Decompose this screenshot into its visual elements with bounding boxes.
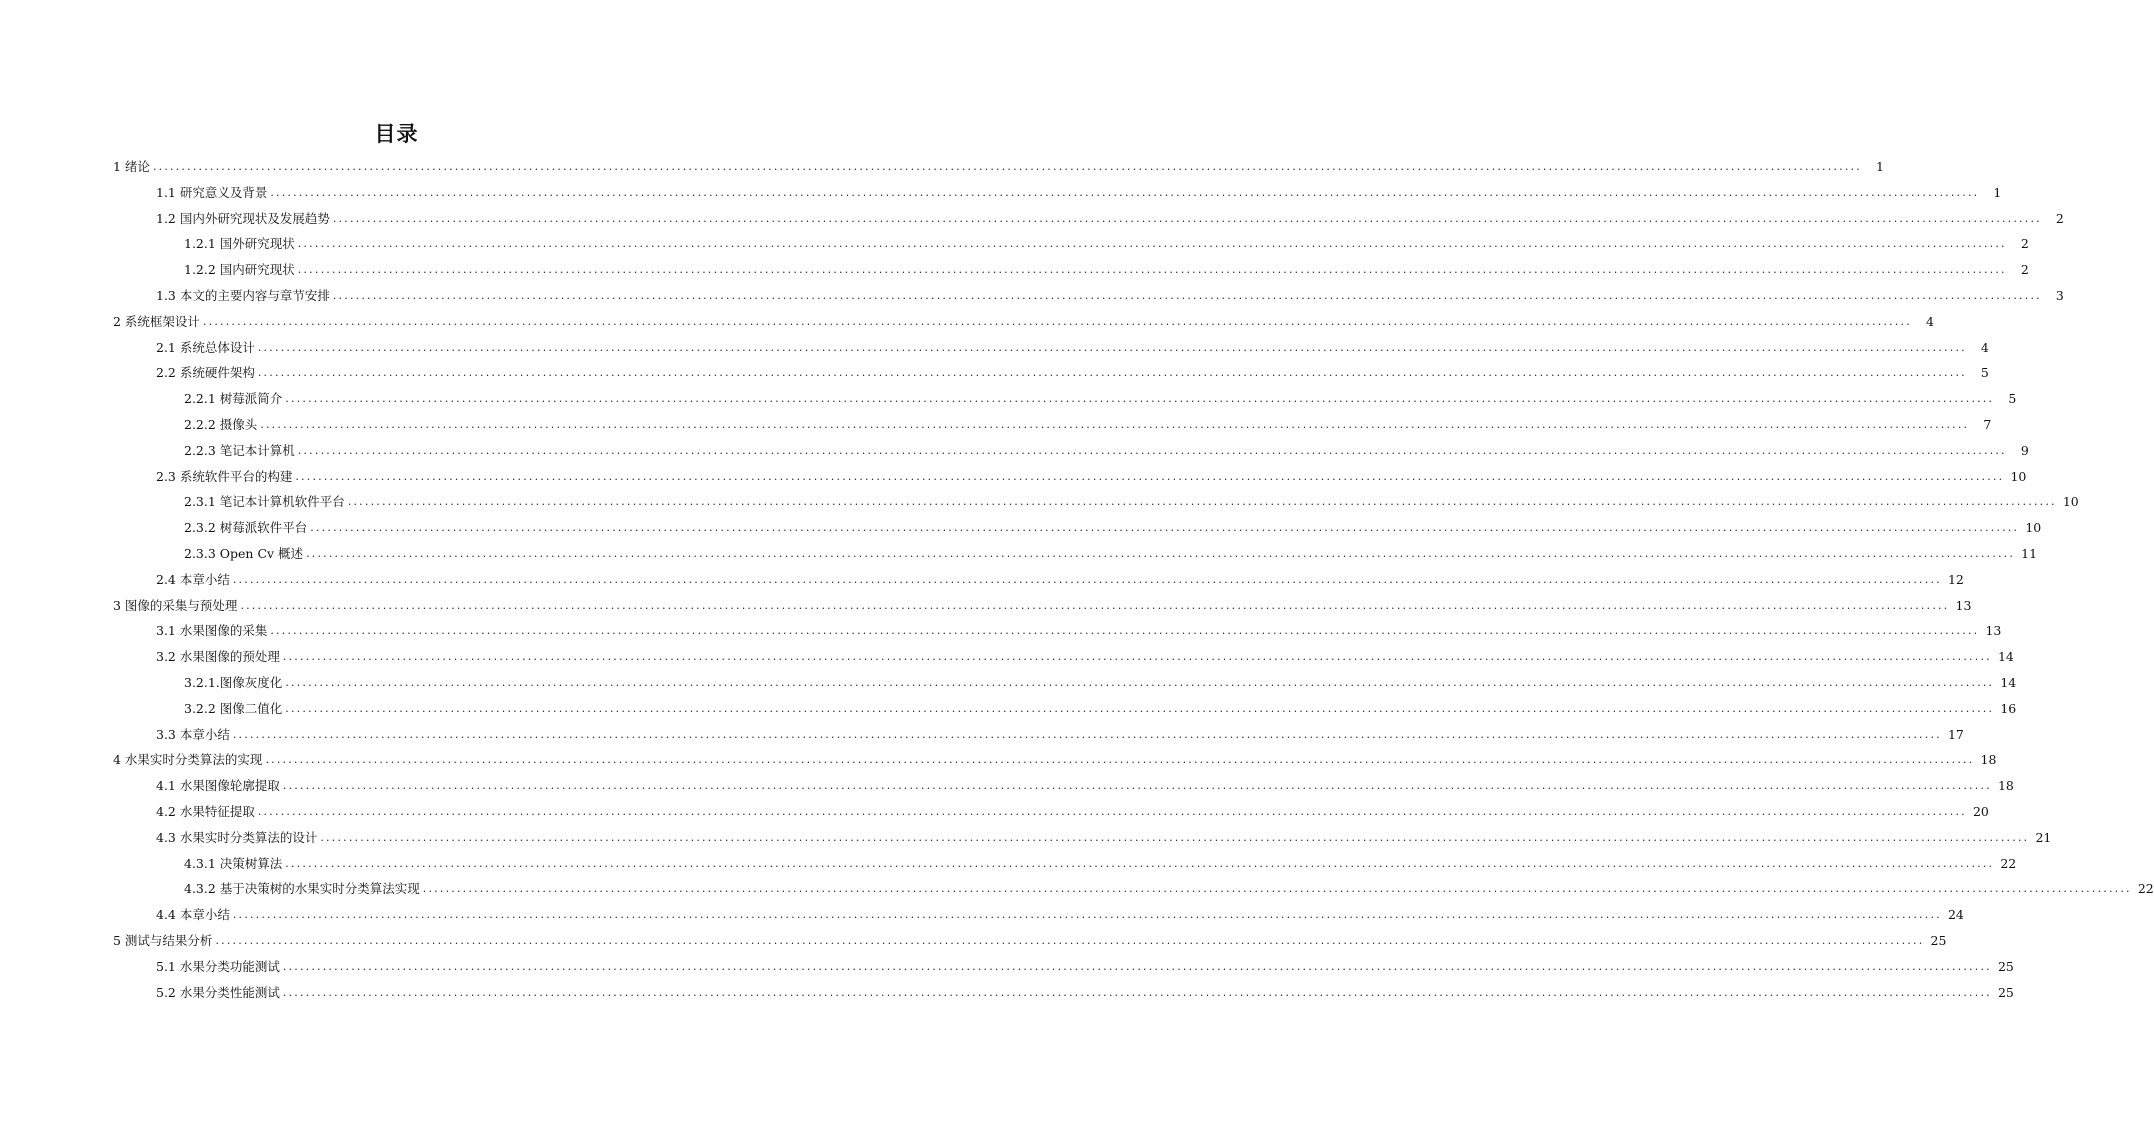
toc-page-number: 11 bbox=[2021, 546, 2038, 561]
toc-entry-label: 1.1 研究意义及背景 bbox=[156, 184, 268, 200]
toc-page-number: 10 bbox=[2062, 494, 2079, 510]
toc-page-number: 10 bbox=[2025, 520, 2042, 536]
toc-dot-leader: ............................................................................................................................................................................................................................................................................................................ bbox=[282, 779, 1992, 793]
toc-page-number: 4 bbox=[1925, 313, 1934, 329]
toc-dot-leader: ............................................................................................................................................................................................................................................................................................................ bbox=[297, 263, 2007, 277]
toc-page-number: 2 bbox=[2020, 236, 2029, 252]
toc-entry[interactable] bbox=[156, 183, 2002, 203]
toc-entry-label: 1.2 国内外研究现状及发展趋势 bbox=[156, 210, 330, 226]
toc-page-number: 24 bbox=[1947, 907, 1964, 923]
toc-page-number: 7 bbox=[1983, 417, 1992, 432]
toc-dot-leader: ............................................................................................................................................................................................................................................................................................................ bbox=[285, 856, 1995, 870]
toc-dot-leader: ............................................................................................................................................................................................................................................................................................................ bbox=[232, 572, 1942, 586]
toc-entry-label: 1 绪论 bbox=[113, 159, 150, 174]
toc-entry-label: 3.2.1.图像灰度化 bbox=[184, 675, 283, 690]
toc-entry[interactable] bbox=[156, 621, 2002, 641]
toc-dot-leader: ............................................................................................................................................................................................................................................................................................................ bbox=[332, 211, 2042, 225]
toc-entry-label: 3.1 水果图像的采集 bbox=[156, 623, 268, 639]
toc-page-number: 4 bbox=[1980, 339, 1989, 355]
toc-entry[interactable] bbox=[184, 415, 1992, 435]
toc-entry-label: 2.2.2 摄像头 bbox=[184, 417, 258, 432]
toc-page-number: 14 bbox=[1997, 649, 2014, 665]
toc-dot-leader: ............................................................................................................................................................................................................................................................................................................ bbox=[422, 882, 2132, 896]
toc-dot-leader: ............................................................................................................................................................................................................................................................................................................ bbox=[282, 959, 1992, 973]
toc-entry[interactable] bbox=[184, 854, 2017, 874]
toc-entry-label: 4.3.2 基于决策树的水果实时分类算法实现 bbox=[184, 881, 420, 897]
toc-entry[interactable] bbox=[184, 441, 2029, 461]
toc-entry-label: 4 水果实时分类算法的实现 bbox=[113, 752, 263, 768]
toc-entry[interactable] bbox=[156, 802, 1989, 822]
toc-entry[interactable] bbox=[156, 209, 2064, 229]
toc-dot-leader: ............................................................................................................................................................................................................................................................................................................ bbox=[285, 392, 1995, 406]
toc-dot-leader: ............................................................................................................................................................................................................................................................................................................ bbox=[347, 495, 2057, 509]
toc-page-number: 18 bbox=[1997, 778, 2014, 794]
toc-dot-leader: ............................................................................................................................................................................................................................................................................................................ bbox=[282, 650, 1992, 664]
toc-entry-label: 1.3 本文的主要内容与章节安排 bbox=[156, 288, 330, 303]
toc-entry-label: 2.3.1 笔记本计算机软件平台 bbox=[184, 494, 345, 510]
toc-page-number: 9 bbox=[2020, 442, 2029, 458]
toc-page-number: 1 bbox=[1875, 159, 1884, 174]
toc-entry[interactable] bbox=[156, 725, 1964, 745]
toc-dot-leader: ............................................................................................................................................................................................................................................................................................................ bbox=[285, 701, 1995, 715]
toc-dot-leader: ............................................................................................................................................................................................................................................................................................................ bbox=[215, 934, 1925, 947]
toc-entry-label: 4.2 水果特征提取 bbox=[156, 804, 255, 819]
toc-entry[interactable] bbox=[113, 596, 1972, 616]
toc-entry-label: 3.2.2 图像二值化 bbox=[184, 700, 283, 716]
toc-dot-leader: ............................................................................................................................................................................................................................................................................................................ bbox=[232, 727, 1942, 741]
toc-dot-leader: ............................................................................................................................................................................................................................................................................................................ bbox=[152, 160, 1862, 173]
toc-entry[interactable] bbox=[113, 312, 1934, 332]
toc-entry-label: 4.3.1 决策树算法 bbox=[184, 855, 283, 871]
toc-entry[interactable] bbox=[156, 983, 2014, 1003]
toc-entry[interactable] bbox=[156, 570, 1964, 590]
toc-dot-leader: ............................................................................................................................................................................................................................................................................................................ bbox=[232, 908, 1942, 922]
toc-page-number: 25 bbox=[1997, 984, 2014, 1000]
toc-entry-label: 2.1 系统总体设计 bbox=[156, 339, 255, 355]
toc-page-number: 2 bbox=[2055, 210, 2064, 226]
toc-dot-leader: ............................................................................................................................................................................................................................................................................................................ bbox=[285, 676, 1995, 689]
toc-entry-label: 4.1 水果图像轮廓提取 bbox=[156, 778, 280, 794]
toc-entry[interactable] bbox=[156, 647, 2014, 667]
toc-entry-label: 5.1 水果分类功能测试 bbox=[156, 958, 280, 974]
toc-entry-label: 2.3.2 树莓派软件平台 bbox=[184, 520, 308, 536]
toc-entry-label: 2 系统框架设计 bbox=[113, 313, 200, 329]
toc-dot-leader: ............................................................................................................................................................................................................................................................................................................ bbox=[270, 624, 1980, 638]
toc-entry-label: 2.3.3 Open Cv 概述 bbox=[184, 546, 304, 561]
toc-entry[interactable] bbox=[184, 879, 2154, 899]
toc-dot-leader: ............................................................................................................................................................................................................................................................................................................ bbox=[310, 521, 2020, 535]
toc-entry-label: 1.2.1 国外研究现状 bbox=[184, 236, 295, 252]
toc-entry-label: 1.2.2 国内研究现状 bbox=[184, 262, 295, 278]
toc-entry[interactable] bbox=[184, 389, 2017, 409]
toc-entry[interactable] bbox=[113, 750, 1997, 770]
toc-entry-label: 2.3 系统软件平台的构建 bbox=[156, 468, 293, 484]
toc-page-number: 1 bbox=[1993, 184, 2002, 200]
toc-page-number: 12 bbox=[1947, 571, 1964, 587]
toc-dot-leader: ............................................................................................................................................................................................................................................................................................................ bbox=[297, 443, 2007, 457]
toc-entry-label: 3 图像的采集与预处理 bbox=[113, 597, 238, 613]
toc-page-number: 25 bbox=[1930, 933, 1947, 948]
toc-dot-leader: ............................................................................................................................................................................................................................................................................................................ bbox=[257, 340, 1967, 354]
toc-entry-label: 4.3 水果实时分类算法的设计 bbox=[156, 829, 318, 845]
toc-entry[interactable] bbox=[113, 931, 1947, 951]
toc-entry-label: 4.4 本章小结 bbox=[156, 907, 230, 923]
toc-entry[interactable] bbox=[156, 957, 2014, 977]
toc-entry[interactable] bbox=[156, 776, 2014, 796]
toc-entry[interactable] bbox=[184, 492, 2079, 512]
toc-page-number: 14 bbox=[2000, 675, 2017, 690]
toc-page-number: 3 bbox=[2055, 288, 2064, 303]
toc-entry-label: 2.2 系统硬件架构 bbox=[156, 365, 255, 381]
toc-entry-label: 5 测试与结果分析 bbox=[113, 933, 213, 948]
toc-dot-leader: ............................................................................................................................................................................................................................................................................................................ bbox=[202, 314, 1912, 328]
toc-entry[interactable] bbox=[184, 544, 2038, 564]
toc-page-number: 10 bbox=[2010, 468, 2027, 484]
toc-entry[interactable] bbox=[184, 234, 2029, 254]
toc-entry[interactable] bbox=[184, 260, 2029, 280]
toc-entry[interactable] bbox=[156, 467, 2027, 487]
toc-entry-label: 3.2 水果图像的预处理 bbox=[156, 649, 280, 665]
toc-page-number: 16 bbox=[2000, 700, 2017, 716]
toc-entry[interactable] bbox=[184, 673, 2017, 693]
toc-dot-leader: ............................................................................................................................................................................................................................................................................................................ bbox=[260, 418, 1970, 431]
toc-page-number: 22 bbox=[2000, 855, 2017, 871]
toc-entry-label: 5.2 水果分类性能测试 bbox=[156, 984, 280, 1000]
toc-page-number: 13 bbox=[1955, 597, 1972, 613]
toc-page-number: 21 bbox=[2035, 829, 2052, 845]
toc-entry-label: 3.3 本章小结 bbox=[156, 726, 230, 742]
toc-entry[interactable] bbox=[156, 363, 1989, 383]
toc-entry[interactable] bbox=[184, 518, 2042, 538]
toc-dot-leader: ............................................................................................................................................................................................................................................................................................................ bbox=[257, 366, 1967, 380]
toc-entry[interactable] bbox=[156, 338, 1989, 358]
toc-dot-leader: ............................................................................................................................................................................................................................................................................................................ bbox=[320, 830, 2030, 844]
toc-page-number: 17 bbox=[1947, 726, 1964, 742]
toc-dot-leader: ............................................................................................................................................................................................................................................................................................................ bbox=[297, 237, 2007, 251]
toc-dot-leader: ............................................................................................................................................................................................................................................................................................................ bbox=[257, 805, 1967, 818]
toc-page-number: 2 bbox=[2020, 262, 2029, 278]
toc-entry[interactable] bbox=[156, 905, 1964, 925]
toc-page-number: 13 bbox=[1985, 623, 2002, 639]
toc-entry-label: 2.2.1 树莓派简介 bbox=[184, 391, 283, 407]
toc-page-number: 25 bbox=[1997, 958, 2014, 974]
toc-dot-leader: ............................................................................................................................................................................................................................................................................................................ bbox=[295, 469, 2005, 483]
toc-entry[interactable] bbox=[156, 828, 2052, 848]
toc-page-number: 20 bbox=[1972, 804, 1989, 819]
toc-dot-leader: ............................................................................................................................................................................................................................................................................................................ bbox=[240, 598, 1950, 612]
toc-page-number: 22 bbox=[2137, 881, 2154, 897]
toc-dot-leader: ............................................................................................................................................................................................................................................................................................................ bbox=[306, 547, 2016, 560]
toc-entry[interactable] bbox=[156, 286, 2064, 306]
toc-dot-leader: ............................................................................................................................................................................................................................................................................................................ bbox=[332, 289, 2042, 302]
toc-dot-leader: ............................................................................................................................................................................................................................................................................................................ bbox=[265, 753, 1975, 767]
toc-entry[interactable] bbox=[113, 157, 1884, 177]
toc-entry-label: 2.2.3 笔记本计算机 bbox=[184, 442, 295, 458]
toc-page-number: 18 bbox=[1980, 752, 1997, 768]
toc-page-number: 5 bbox=[2008, 391, 2017, 407]
toc-entry-label: 2.4 本章小结 bbox=[156, 571, 230, 587]
toc-page-number: 5 bbox=[1980, 365, 1989, 381]
toc-dot-leader: ............................................................................................................................................................................................................................................................................................................ bbox=[270, 185, 1980, 199]
toc-entry[interactable] bbox=[184, 699, 2017, 719]
page-title: 目录 bbox=[374, 121, 419, 146]
toc-dot-leader: ............................................................................................................................................................................................................................................................................................................ bbox=[282, 985, 1992, 999]
